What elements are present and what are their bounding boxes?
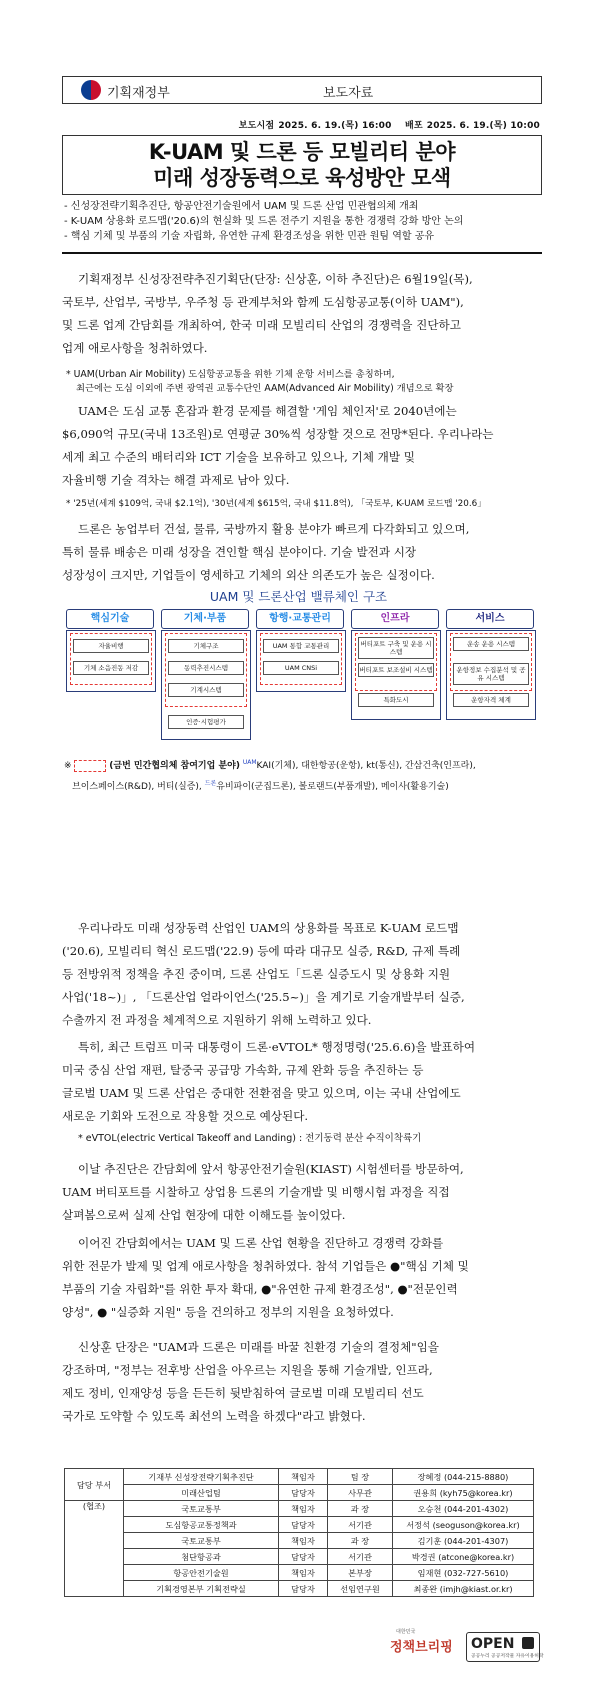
contact-table	[64, 1468, 534, 1597]
summary-list	[64, 199, 544, 244]
value-chain-item: 버티포트 보조설비 시스템	[358, 663, 434, 677]
value-chain-header: 인프라	[351, 609, 439, 629]
contact-row: 국토교통부 책임자 과 장 김기훈 (044-201-4307)	[65, 1533, 534, 1549]
paragraph-3: 드론은 농업부터 건설, 물류, 국방까지 활용 분야가 빠르게 다각화되고 있으며, 특히 물류 배송은 미래 성장을 견인할 핵심 분야이다. 기술 발전과 시장 성장성이 크지만, 기업들이 영세하고 기체의 외산 의존도가 높은 실정이다.	[62, 522, 470, 582]
document-type: 보도자료	[323, 86, 374, 101]
value-chain-header: 핵심기술	[66, 609, 154, 629]
paragraph-6: 이날 추진단은 간담회에 앞서 항공안전기술원(KIAST) 시험센터를 방문하여, UAM 버티포트를 시찰하고 상업용 드론의 기술개발 및 비행시험 과정을 직접 살펴봄으로써 실제 산업 현장에 대한 이해도를 높이었다.	[62, 1162, 464, 1222]
title-box	[62, 135, 542, 195]
red-dashed-box-icon	[74, 760, 106, 772]
note-market-size: * '25년(세계 $109억, 국내 $2.1억), '30년(세계 $615억, 국내 $11.8억), 「국토부, K-UAM 로드맵 '20.6」	[66, 499, 487, 509]
summary-item: - 신성장전략기획추진단, 항공안전기술원에서 UAM 및 드론 산업 민관협의체 개최	[64, 201, 419, 212]
value-chain-item: 기체구조	[168, 639, 244, 653]
contact-row: (협조) 국토교통부 책임자 과 장 오승천 (044-201-4302)	[65, 1501, 534, 1517]
contact-row: 항공안전기술원 책임자 본부장 임재현 (032-727-5610)	[65, 1565, 534, 1581]
value-chain-column	[351, 630, 441, 720]
note-uam-definition: * UAM(Urban Air Mobility) 도심항공교통을 위한 기체 운항 서비스를 총칭하며, 최근에는 도심 이외에 주변 광역권 교통수단인 AAM(Advanced Air Mobility) 개념으로 확장	[66, 369, 454, 394]
value-chain-title: UAM 및 드론산업 밸류체인 구조	[209, 589, 388, 604]
value-chain-item: UAM 통합 교통관리	[263, 639, 339, 653]
value-chain-item: 운송 운용 시스템	[453, 637, 529, 651]
value-chain-item: UAM CNSi	[263, 661, 339, 675]
paragraph-4: 우리나라도 미래 성장동력 산업인 UAM의 상용화를 목표로 K-UAM 로드맵 ('20.6), 모빌리티 혁신 로드맵('22.9) 등에 따라 대규모 실증, R&D, 규제 특례 등 전방위적 정책을 추진 중이며, 드론 산업도「드론 실증도시 및 상용화 지원 사업('18~)」, 「드론산업 얼라이언스('25.5~)」을 계기로 기술개발부터 실증, 수출까지 전 과정을 체계적으로 지원하기 위해 노력하고 있다.	[62, 921, 465, 1027]
value-chain-item: 특화도시	[358, 693, 434, 707]
value-chain-column	[446, 630, 536, 720]
contact-row: 담당 부서 기재부 신성장전략기획추진단 책임자 팀 장 장혜정 (044-215-8880)	[65, 1469, 534, 1485]
participants-note: ※ (금번 민간협의체 참여기업 분야) $^{UAM}$KAI(기체), 대한항공(운항), kt(통신), 간삼건축(인프라), 브이스페이스(R&D), 버티(실증), $^{드론}$유비파이(군집드론), 볼로랜드(부품개발), 메이사(활용기술)	[64, 759, 476, 792]
value-chain-header: 서비스	[446, 609, 534, 629]
release-dates: 보도시점 2025. 6. 19.(목) 16:00 배포 2025. 6. 19.(목) 10:00	[238, 121, 540, 131]
value-chain-item: 운항정보 수집분석 및 공유 시스템	[453, 663, 529, 685]
policy-briefing-logo: 대한민국 정책브리핑	[390, 1629, 453, 1655]
value-chain-item: 자율비행	[73, 639, 149, 653]
paragraph-8: 신상훈 단장은 "UAM과 드론은 미래를 바꿀 친환경 기술의 결정체"임을 강조하며, "정부는 전후방 산업을 아우르는 지원을 통해 기술개발, 인프라, 제도 정비, 인재양성 등을 든든히 뒷받침하여 글로벌 미래 모빌리티 선도 국가로 도약할 수 있도록 최선의 노력을 하겠다"라고 밝혔다.	[62, 1340, 439, 1423]
summary-divider	[62, 252, 542, 254]
title-line-2: 미래 성장동력으로 육성방안 모색	[153, 166, 451, 190]
contact-row: 도심항공교통정책과 담당자 서기관 서정석 (seoguson@korea.kr)	[65, 1517, 534, 1533]
paragraph-7: 이어진 간담회에서는 UAM 및 드론 산업 현황을 진단하고 경쟁력 강화를 위한 전문가 발제 및 업계 애로사항을 청취하였다. 참석 기업들은 ●"핵심 기체 및 부품의 기술 자립화"를 위한 투자 확대, ●"유연한 규제 환경조성", ●"전문인력 양성", ● "실증화 지원" 등을 건의하고 정부의 지원을 요청하였다.	[62, 1236, 469, 1319]
value-chain-item: 기계시스템	[168, 683, 244, 697]
value-chain-header: 항행·교통관리	[256, 609, 344, 629]
license-icon	[522, 1637, 534, 1649]
value-chain-header: 기체·부품	[161, 609, 249, 629]
value-chain-item: 기체 소음진동 저감	[73, 661, 149, 675]
summary-item: - K-UAM 상용화 로드맵('20.6)의 현실화 및 드론 전주기 지원을 통한 경쟁력 강화 방안 논의	[64, 216, 464, 227]
value-chain-column	[161, 630, 251, 740]
value-chain-item: 인증·시험평가	[168, 715, 244, 729]
open-license-badge: OPEN 공공누리 공공저작물 자유이용허락	[466, 1632, 540, 1662]
value-chain-column	[66, 630, 156, 692]
summary-item: - 핵심 기체 및 부품의 기술 자립화, 유연한 규제 환경조성을 위한 민관 원팀 역할 공유	[64, 231, 435, 242]
paragraph-1: 기획재정부 신성장전략추진기획단(단장: 신상훈, 이하 추진단)은 6월19일(목), 국토부, 산업부, 국방부, 우주청 등 관계부처와 함께 도심항공교통(이하 UAM"), 및 드론 업계 간담회를 개최하여, 한국 미래 모빌리티 산업의 경쟁력을 진단하고 업계 애로사항을 청취하였다.	[62, 272, 473, 355]
title-line-1: K-UAM 및 드론 등 모빌리티 분야	[148, 140, 456, 164]
value-chain-item: 버티포트 구축 및 운용 시스템	[358, 637, 434, 659]
value-chain-item: 운항자격 체계	[453, 693, 529, 707]
government-logo-icon	[81, 80, 101, 100]
paragraph-2: UAM은 도심 교통 혼잡과 환경 문제를 해결할 '게임 체인저'로 2040년에는 $6,090억 규모(국내 13조원)로 연평균 30%씩 성장할 것으로 전망*된다. 우리나라는 세계 최고 수준의 배터리와 ICT 기술을 보유하고 있으나, 기체 개발 및 자율비행 기술 격차는 해결 과제로 남아 있다.	[62, 404, 494, 487]
contact-row: 기획경영본부 기획전략실 담당자 선임연구원 최종완 (imjh@kiast.or.kr)	[65, 1581, 534, 1597]
press-header	[62, 76, 542, 104]
value-chain-item: 동력추진시스템	[168, 661, 244, 675]
note-evtol: * eVTOL(electric Vertical Takeoff and Landing) : 전기동력 분산 수직이착륙기	[78, 1133, 422, 1144]
contact-row: 미래산업팀 담당자 사무관 권용희 (kyh75@korea.kr)	[65, 1485, 534, 1501]
contact-row: 첨단항공과 담당자 서기관 박경권 (atcone@korea.kr)	[65, 1549, 534, 1565]
value-chain-column	[256, 630, 346, 692]
paragraph-5: 특히, 최근 트럼프 미국 대통령이 드론·eVTOL* 행정명령('25.6.6)을 발표하여 미국 중심 산업 재편, 탈중국 공급망 가속화, 규제 완화 등을 추진하는 등 글로벌 UAM 및 드론 산업은 중대한 전환점을 맞고 있으며, 이는 국내 산업에도 새로운 기회와 도전으로 작용할 것으로 예상된다.	[62, 1040, 476, 1123]
ministry-name: 기획재정부	[107, 86, 170, 101]
